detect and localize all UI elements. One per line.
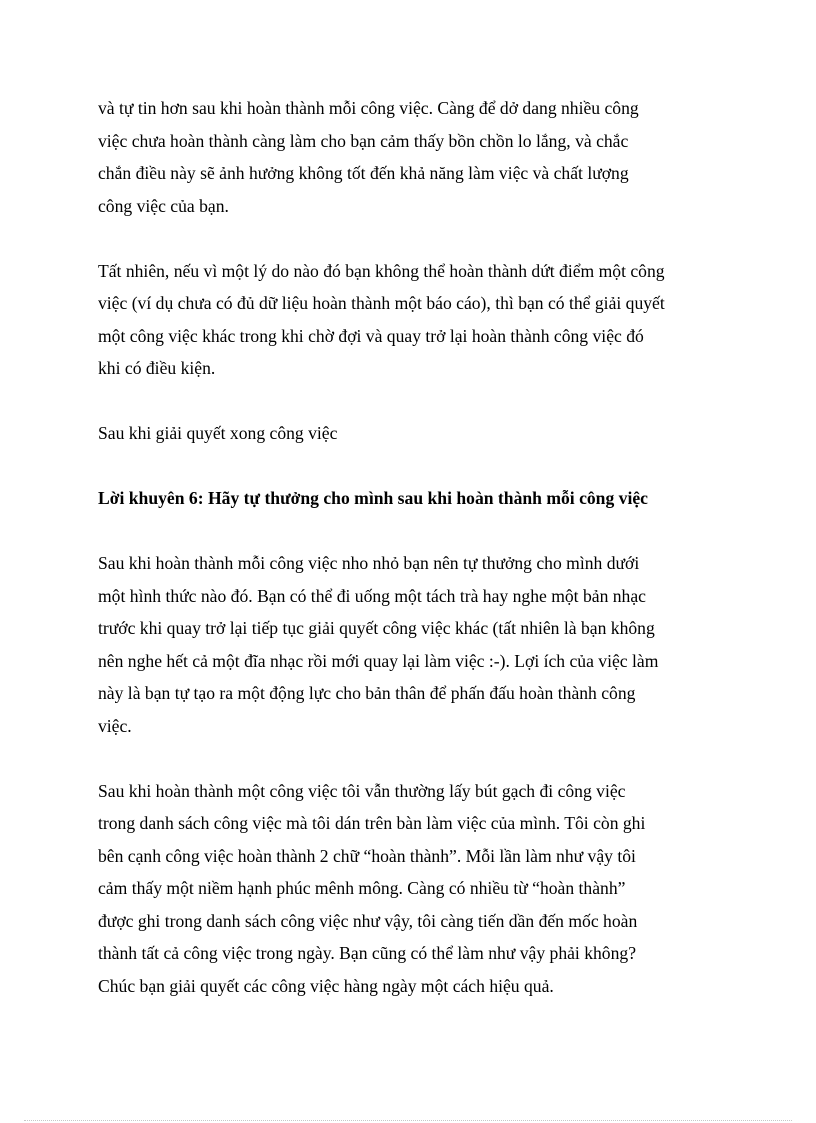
text-line: cảm thấy một niềm hạnh phúc mênh mông. Càng có nhiều từ “hoàn thành” xyxy=(98,878,626,898)
text-line: chắn điều này sẽ ảnh hưởng không tốt đến khả năng làm việc và chất lượng xyxy=(98,163,629,183)
paragraph-checklist xyxy=(98,775,726,1003)
text-line: này là bạn tự tạo ra một động lực cho bản thân để phấn đấu hoàn thành công xyxy=(98,683,636,703)
text-line: việc (ví dụ chưa có đủ dữ liệu hoàn thành một báo cáo), thì bạn có thể giải quyết xyxy=(98,293,665,313)
text-line: việc chưa hoàn thành càng làm cho bạn cảm thấy bồn chồn lo lắng, và chắc xyxy=(98,130,629,151)
paragraph-spacer xyxy=(98,515,726,548)
text-line: Sau khi hoàn thành mỗi công việc nho nhỏ bạn nên tự thưởng cho mình dưới xyxy=(98,553,640,573)
paragraph-spacer xyxy=(98,450,726,483)
text-line: Chúc bạn giải quyết các công việc hàng ngày một cách hiệu quả. xyxy=(98,975,554,996)
text-line: công việc của bạn. xyxy=(98,195,229,216)
text-line: thành tất cả công việc trong ngày. Bạn cũng có thể làm như vậy phải không? xyxy=(98,943,637,963)
page-bottom-divider xyxy=(24,1120,792,1121)
text-line: một công việc khác trong khi chờ đợi và quay trở lại hoàn thành công việc đó xyxy=(98,325,644,346)
text-line: khi có điều kiện. xyxy=(98,358,216,378)
text-line: một hình thức nào đó. Bạn có thể đi uống một tách trà hay nghe một bản nhạc xyxy=(98,585,646,606)
paragraph-unfinished-tasks xyxy=(98,255,726,385)
text-line: Tất nhiên, nếu vì một lý do nào đó bạn không thể hoàn thành dứt điểm một công xyxy=(98,260,665,281)
document-body xyxy=(98,92,726,1002)
text-line: nên nghe hết cả một đĩa nhạc rồi mới quay lại làm việc :-). Lợi ích của việc làm xyxy=(98,650,659,671)
paragraph-self-reward xyxy=(98,547,726,742)
text-line: bên cạnh công việc hoàn thành 2 chữ “hoàn thành”. Mỗi lần làm như vậy tôi xyxy=(98,845,636,866)
text-line: việc. xyxy=(98,715,132,736)
text-line: trong danh sách công việc mà tôi dán trên bàn làm việc của mình. Tôi còn ghi xyxy=(98,813,646,833)
text-line: Lời khuyên 6: Hãy tự thưởng cho mình sau khi hoàn thành mỗi công việc xyxy=(98,488,648,508)
text-line: trước khi quay trở lại tiếp tục giải quyết công việc khác (tất nhiên là bạn không xyxy=(98,618,655,638)
text-line: Sau khi giải quyết xong công việc xyxy=(98,423,338,443)
text-line: và tự tin hơn sau khi hoàn thành mỗi công việc. Càng để dở dang nhiều công xyxy=(98,98,639,118)
paragraph-spacer xyxy=(98,742,726,775)
text-line: Sau khi hoàn thành một công việc tôi vẫn thường lấy bút gạch đi công việc xyxy=(98,780,626,801)
paragraph-spacer xyxy=(98,222,726,255)
paragraph-benefits-of-finishing xyxy=(98,92,726,222)
text-line: được ghi trong danh sách công việc như vậy, tôi càng tiến dần đến mốc hoàn xyxy=(98,910,638,931)
section-subtitle xyxy=(98,417,726,450)
paragraph-spacer xyxy=(98,385,726,418)
tip-6-heading xyxy=(98,482,726,515)
